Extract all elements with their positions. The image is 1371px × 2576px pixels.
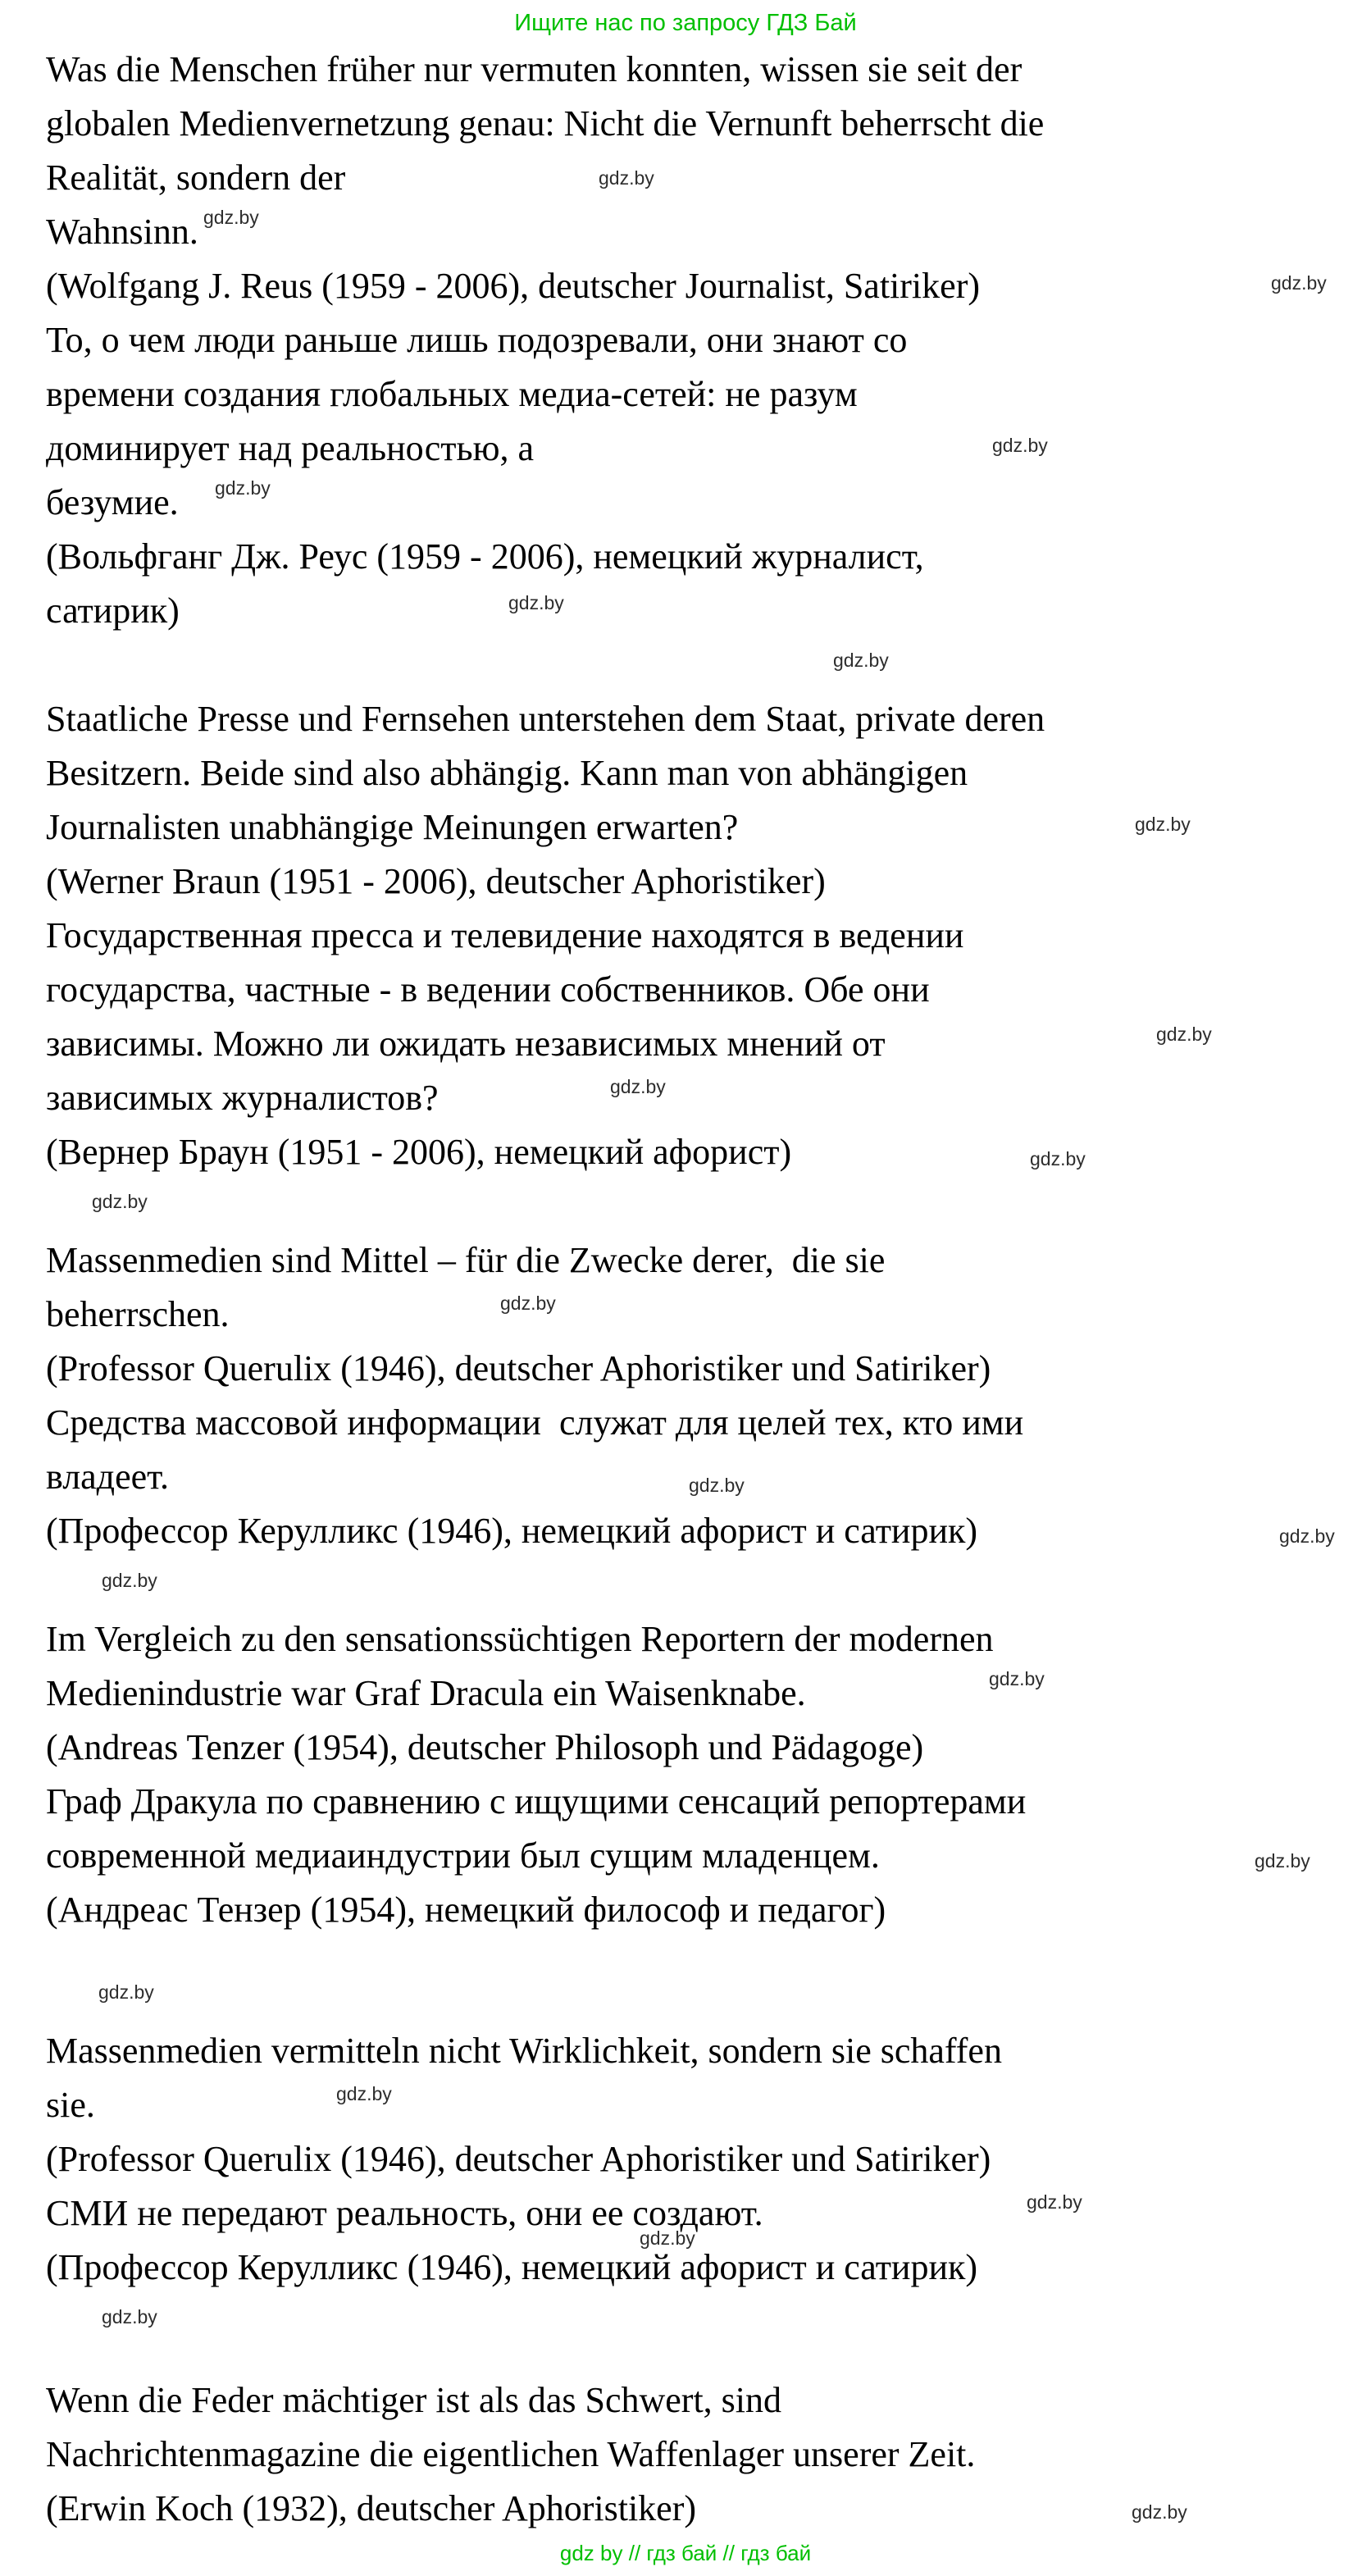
line-text: beherrschen.: [46, 1294, 230, 1334]
line-text: globalen Medienvernetzung genau: Nicht die Vernunft beherrscht die: [46, 103, 1045, 144]
line-text: Staatliche Presse und Fernsehen unterstehen dem Staat, private deren: [46, 699, 1045, 739]
text-line: [46, 1970, 1338, 2024]
line-text: То, о чем люди раньше лишь подозревали, они знают со: [46, 320, 908, 360]
watermark: gdz.by: [1135, 814, 1191, 835]
line-text: Medienindustrie war Graf Dracula ein Waisenknabe.: [46, 1673, 806, 1713]
watermark: gdz.by: [689, 1475, 745, 1496]
watermark: gdz.by: [215, 477, 271, 499]
text-line: [46, 1125, 1338, 1179]
text-line: [46, 1666, 1338, 1721]
watermark: gdz.by: [98, 1981, 154, 2003]
text-line: [46, 313, 1338, 367]
line-text: доминирует над реальностью, а: [46, 428, 534, 468]
watermark: gdz.by: [610, 1076, 666, 1097]
line-text: (Erwin Koch (1932), deutscher Aphoristiker): [46, 2488, 697, 2528]
text-line: [46, 909, 1338, 963]
watermark: gdz.by: [833, 650, 889, 671]
line-text: (Professor Querulix (1946), deutscher Aphoristiker und Satiriker): [46, 1348, 991, 1388]
text-line: [46, 1071, 1338, 1125]
line-text: Massenmedien sind Mittel – für die Zwecke derer, die sie: [46, 1240, 886, 1280]
text-line: [46, 1450, 1338, 1504]
watermark-line: [46, 2295, 1338, 2349]
text-line: [46, 584, 1338, 638]
line-text: Государственная пресса и телевидение находятся в ведении: [46, 915, 964, 955]
watermark: gdz.by: [336, 2083, 392, 2104]
watermark: gdz.by: [1132, 2501, 1187, 2523]
text-line: [46, 367, 1338, 422]
watermark: gdz.by: [992, 435, 1048, 456]
text-line: [46, 97, 1338, 151]
line-text: (Профессор Керулликс (1946), немецкий афорист и сатирик): [46, 2247, 978, 2287]
line-text: Граф Дракула по сравнению с ищущими сенсаций репортерами: [46, 1781, 1027, 1821]
text-line: [46, 2295, 1338, 2349]
text-line: [46, 2428, 1338, 2482]
watermark: gdz.by: [500, 1293, 556, 1314]
line-text: sie.: [46, 2085, 95, 2125]
watermark: gdz.by: [640, 2227, 695, 2249]
text-line: [46, 963, 1338, 1017]
quote-querulix-2-ru: [46, 2186, 1338, 2295]
text-line: [46, 1775, 1338, 1829]
text-line: [46, 205, 1338, 259]
text-line: [46, 1179, 1338, 1233]
watermark: gdz.by: [1279, 1525, 1335, 1547]
quote-braun-ru: [46, 909, 1338, 1179]
line-text: зависимых журналистов?: [46, 1078, 439, 1118]
line-text: (Professor Querulix (1946), deutscher Aphoristiker und Satiriker): [46, 2139, 991, 2179]
text-line: [46, 1017, 1338, 1071]
watermark: gdz.by: [508, 592, 564, 613]
line-text: (Андреас Тензер (1954), немецкий философ и педагог): [46, 1890, 886, 1930]
watermark: gdz.by: [989, 1668, 1045, 1689]
quote-koch-de: [46, 2373, 1338, 2536]
text-line: [46, 43, 1338, 97]
text-line: [46, 1342, 1338, 1396]
text-line: [46, 800, 1338, 855]
text-line: [46, 422, 1338, 476]
line-text: (Andreas Tenzer (1954), deutscher Philosoph und Pädagoge): [46, 1727, 924, 1767]
line-text: (Вернер Браун (1951 - 2006), немецкий афорист): [46, 1132, 792, 1172]
quote-querulix-2-de: [46, 2024, 1338, 2186]
quote-querulix-1-de: [46, 1233, 1338, 1396]
content: [0, 43, 1371, 2536]
text-line: [46, 1829, 1338, 1883]
text-line: [46, 1558, 1338, 1612]
quote-tenzer-ru: [46, 1775, 1338, 1937]
text-line: [46, 259, 1338, 313]
line-text: Besitzern. Beide sind also abhängig. Kann man von abhängigen: [46, 753, 968, 793]
text-line: [46, 1233, 1338, 1288]
text-line: [46, 1504, 1338, 1558]
line-text: Was die Menschen früher nur vermuten konnten, wissen sie seit der: [46, 49, 1023, 89]
text-line: [46, 1721, 1338, 1775]
line-text: Journalisten unabhängige Meinungen erwarten?: [46, 807, 739, 847]
text-line: [46, 746, 1338, 800]
text-line: [46, 476, 1338, 530]
text-line: [46, 855, 1338, 909]
text-line: [46, 2373, 1338, 2428]
line-text: зависимы. Можно ли ожидать независимых мнений от: [46, 1024, 886, 1064]
text-line: [46, 2132, 1338, 2186]
watermark-line: [46, 1179, 1338, 1233]
quote-querulix-1-ru: [46, 1396, 1338, 1558]
quote-tenzer-de: [46, 1612, 1338, 1775]
line-text: Massenmedien vermitteln nicht Wirklichkeit, sondern sie schaffen: [46, 2031, 1002, 2071]
line-text: безумие.: [46, 482, 179, 522]
line-text: Wahnsinn.: [46, 212, 198, 252]
watermark: gdz.by: [92, 1191, 148, 1212]
line-text: (Werner Braun (1951 - 2006), deutscher Aphoristiker): [46, 861, 826, 901]
footer-banner: gdz by // гдз бай // гдз бай: [559, 2541, 812, 2565]
header-banner: Ищите нас по запросу ГДЗ Бай: [514, 10, 857, 36]
watermark-line: [46, 1970, 1338, 2024]
text-line: [46, 151, 1338, 205]
text-line: [46, 2227, 1338, 2295]
watermark: gdz.by: [102, 1570, 157, 1591]
text-line: [46, 2078, 1338, 2132]
quote-reus-ru: [46, 313, 1338, 638]
text-line: [46, 638, 1338, 692]
line-text: Wenn die Feder mächtiger ist als das Schwert, sind: [46, 2380, 782, 2420]
text-line: [46, 2482, 1338, 2536]
quote-braun-de: [46, 692, 1338, 909]
text-line: [46, 1288, 1338, 1342]
line-text: (Вольфганг Дж. Реус (1959 - 2006), немецкий журналист,: [46, 536, 924, 577]
watermark: gdz.by: [1027, 2191, 1082, 2213]
line-text: сатирик): [46, 590, 180, 631]
watermark: gdz.by: [1030, 1148, 1086, 1169]
line-text: Im Vergleich zu den sensationssüchtigen Reportern der modernen: [46, 1619, 994, 1659]
line-text: Realität, sondern der: [46, 157, 346, 198]
watermark: gdz.by: [1271, 272, 1327, 294]
line-text: Nachrichtenmagazine die eigentlichen Waffenlager unserer Zeit.: [46, 2434, 976, 2474]
text-line: [46, 692, 1338, 746]
watermark: gdz.by: [1255, 1850, 1310, 1872]
line-text: СМИ не передают реальность, они ее создают.: [46, 2193, 763, 2233]
watermark-line: [46, 1558, 1338, 1612]
watermark: gdz.by: [1156, 1024, 1212, 1045]
line-text: современной медиаиндустрии был сущим младенцем.: [46, 1835, 880, 1876]
text-line: [46, 530, 1338, 584]
text-line: [46, 2024, 1338, 2078]
quote-reus-de: [46, 43, 1338, 313]
line-text: времени создания глобальных медиа-сетей: не разум: [46, 374, 858, 414]
line-text: государства, частные - в ведении собственников. Обе они: [46, 969, 930, 1010]
watermark: gdz.by: [102, 2306, 157, 2328]
watermark-line: [46, 638, 1338, 692]
line-text: владеет.: [46, 1457, 170, 1497]
watermark: gdz.by: [599, 167, 654, 189]
text-line: [46, 1883, 1338, 1937]
text-line: [46, 1612, 1338, 1666]
text-line: [46, 1396, 1338, 1450]
line-text: (Профессор Керулликс (1946), немецкий афорист и сатирик): [46, 1511, 978, 1551]
line-text: Средства массовой информации служат для целей тех, кто ими: [46, 1402, 1024, 1443]
line-text: (Wolfgang J. Reus (1959 - 2006), deutscher Journalist, Satiriker): [46, 266, 980, 306]
watermark: gdz.by: [203, 207, 259, 228]
